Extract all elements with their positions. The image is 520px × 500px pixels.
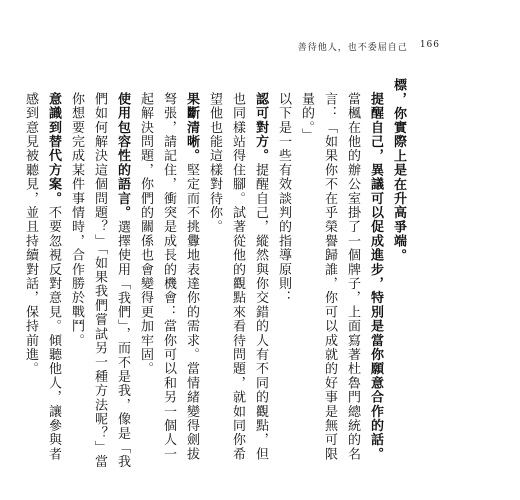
page-header (298, 40, 440, 53)
text-run: 提醒自己，縱然與你交錯的人有不同的觀點，但也同樣站得住腳。試著從他的觀點來看待問題，就如同你希望他也能這樣對待你。 (207, 92, 268, 462)
bold-text-run: 使用包容性的語言。 (115, 92, 130, 221)
text-run: 以下是一些有效談判的指導原則： (276, 92, 291, 306)
text-run: 當楓在他的辦公室掛了一個牌子，上面寫著杜魯門總統的名言：「如果你不在乎榮譽歸誰，你可以成就的好事是無可限量的。」 (299, 92, 360, 462)
paragraph (134, 92, 203, 473)
bold-text-run: 意識到替代方案。 (46, 92, 61, 206)
paragraph (272, 92, 295, 473)
bold-text-run: 標，你實際上是在升高爭端。 (391, 78, 406, 263)
paragraph (387, 78, 410, 473)
text-run: 堅定而不挑釁地表達你的需求。當情緒變得劍拔弩張，請記住，衝突是成長的機會：當你可以和另一個人一起解決問題，你們的關係也會變得更加牢固。 (138, 92, 199, 462)
paragraph (203, 92, 272, 473)
paragraph (19, 92, 65, 473)
paragraph (65, 92, 134, 473)
bold-text-run: 果斷清晰。 (184, 92, 199, 164)
body-text (23, 78, 410, 473)
text-run: 選擇使用「我們」，而不是我，像是「我們如何解決這個問題？」「如果我們嘗試另一種方法呢？」當你想要完成某件事情時，合作勝於戰鬥。 (69, 92, 130, 470)
bold-text-run: 提醒自己，異議可以促成進步，特別是當你願意合作的話。 (368, 92, 383, 462)
page-number: 166 (419, 40, 440, 50)
paragraph (295, 92, 387, 473)
bold-text-run: 認可對方。 (253, 92, 268, 164)
running-title: 善待他人，也不委屈自己 (297, 43, 408, 53)
text-run: 不要忽視反對意見。傾聽他人，讓參與者感到意見被聽見，並且持續對話，保持前進。 (23, 92, 61, 462)
